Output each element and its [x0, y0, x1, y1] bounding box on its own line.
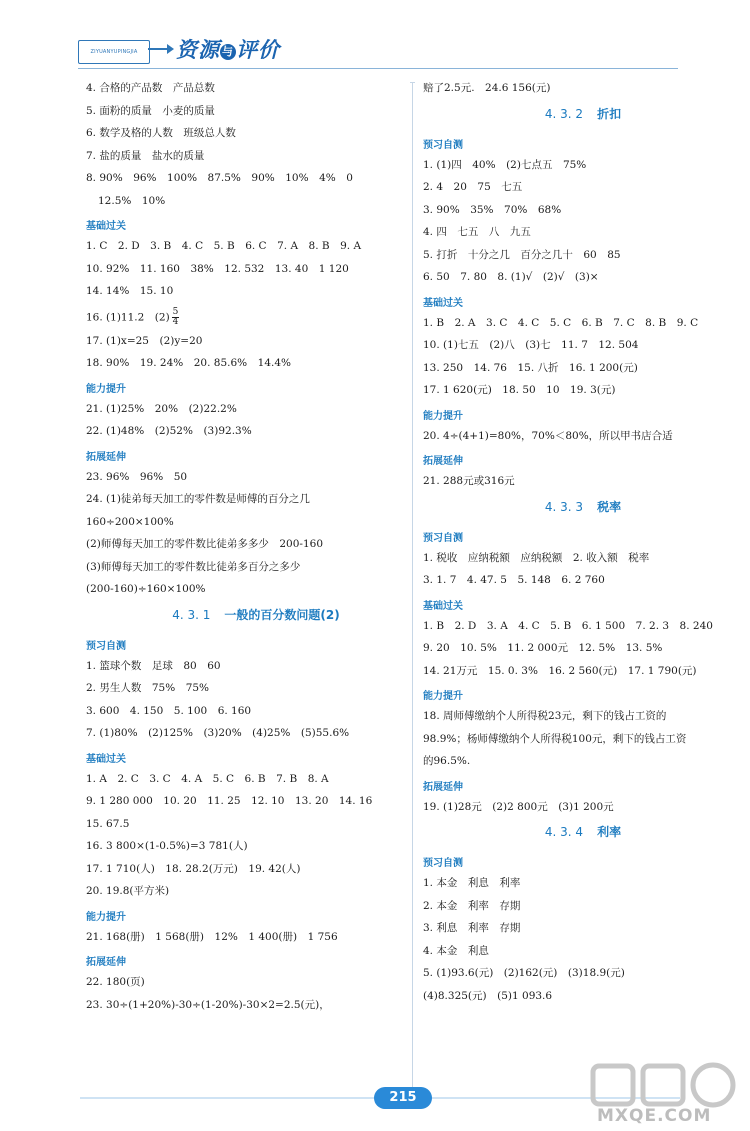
book-title-part-a: 资源	[176, 38, 220, 62]
section-tag: 预习自测	[423, 532, 463, 544]
answer-line: 18. 周师傅缴纳个人所得税23元，剩下的钱占工资的	[423, 710, 667, 722]
lesson-number: 4. 3. 2	[544, 106, 584, 121]
logo-arrow-icon	[148, 48, 172, 50]
logo-badge	[78, 40, 150, 64]
answer-line: 24. (1)徒弟每天加工的零件数是师傅的百分之几	[86, 493, 310, 505]
header-rule	[78, 68, 678, 69]
book-title-part-b: 评价	[236, 38, 280, 62]
answer-line: 1. A 2. C 3. C 4. A 5. C 6. B 7. B 8. A	[86, 772, 329, 785]
answer-line: 17. 1 710(人) 18. 28.2(万元) 19. 42(人)	[86, 862, 301, 875]
right-column	[423, 82, 723, 1012]
lesson-number: 4. 3. 4	[544, 825, 584, 839]
section-tag: 基础过关	[86, 753, 126, 765]
answer-line: 21. 168(册) 1 568(册) 12% 1 400(册) 1 756	[86, 930, 338, 943]
watermark-text: MXQE.COM	[597, 1106, 712, 1126]
answer-line: 4. 四 七五 八 九五	[423, 226, 531, 238]
answer-line: 14. 14% 15. 10	[86, 285, 174, 297]
answer-line: 16. 3 800×(1-0.5%)=3 781(人)	[86, 840, 248, 852]
answer-line: 2. 男生人数 75% 75%	[86, 682, 210, 694]
answer-line: 3. 1. 7 4. 47. 5 5. 148 6. 2 760	[423, 574, 605, 586]
answer-line: 3. 90% 35% 70% 68%	[423, 203, 562, 216]
answer-line: (200-160)÷160×100%	[86, 583, 206, 595]
lesson-title: 折扣	[597, 106, 622, 121]
answer-line: 17. 1 620(元) 18. 50 10 19. 3(元)	[423, 384, 616, 396]
answer-line: 4. 本金 利息	[423, 944, 489, 957]
lesson-title: 利率	[597, 825, 622, 839]
fraction-numerator: 5	[172, 306, 179, 317]
answer-line: 4. 合格的产品数 产品总数	[86, 82, 215, 94]
answer-line: 5. (1)93.6(元) (2)162(元) (3)18.9(元)	[423, 967, 625, 979]
answer-line: 1. B 2. A 3. C 4. C 5. C 6. B 7. C 8. B 9. C	[423, 316, 699, 329]
column-divider	[412, 82, 413, 1092]
section-tag: 基础过关	[423, 297, 463, 309]
answer-line: 3. 利息 利率 存期	[423, 922, 521, 934]
lesson-heading	[423, 105, 723, 122]
fraction-prefix: 16. (1)11.2 (2)	[86, 311, 170, 323]
section-tag: 拓展延伸	[86, 451, 126, 463]
logo-subtitle: ZIYUANYUPINGJIA	[90, 49, 138, 55]
section-tag: 拓展延伸	[86, 957, 126, 968]
section-tag: 预习自测	[86, 640, 126, 652]
lesson-heading	[86, 606, 406, 623]
lesson-number: 4. 3. 3	[544, 499, 584, 514]
answer-line: 1. 本金 利息 利率	[423, 877, 521, 889]
answer-line: (4)8.325(元) (5)1 093.6	[423, 989, 553, 1002]
answer-line: 19. (1)28元 (2)2 800元 (3)1 200元	[423, 800, 614, 813]
answer-line: 9. 20 10. 5% 11. 2 000元 12. 5% 13. 5%	[423, 642, 663, 654]
fraction	[172, 308, 180, 327]
left-column	[86, 82, 406, 1021]
answer-line: 21. (1)25% 20% (2)22.2%	[86, 402, 237, 415]
answer-line: 15. 67.5	[86, 817, 130, 830]
lesson-title: 税率	[597, 499, 622, 514]
answer-line: 10. 92% 11. 160 38% 12. 532 13. 40 1 120	[86, 262, 349, 275]
section-tag: 能力提升	[423, 691, 463, 702]
fraction-denominator: 4	[172, 316, 179, 327]
page-number-badge: 215	[374, 1087, 432, 1109]
section-tag: 能力提升	[423, 410, 463, 422]
answer-line: 3. 600 4. 150 5. 100 6. 160	[86, 704, 252, 717]
answer-line: 5. 打折 十分之几 百分之几十 60 85	[423, 248, 621, 261]
answer-line: 10. (1)七五 (2)八 (3)七 11. 7 12. 504	[423, 339, 639, 351]
lesson-number: 4. 3. 1	[172, 607, 211, 622]
answer-line: 23. 96% 96% 50	[86, 470, 188, 483]
section-tag: 基础过关	[423, 600, 463, 612]
answer-line: 9. 1 280 000 10. 20 11. 25 12. 10 13. 20 14. 16	[86, 795, 373, 807]
answer-line: 2. 本金 利率 存期	[423, 899, 521, 912]
section-tag: 拓展延伸	[423, 456, 463, 467]
book-title	[176, 34, 280, 64]
answer-line: 23. 30÷(1+20%)-30÷(1-20%)-30×2=2.5(元)，	[86, 998, 330, 1011]
section-tag: 预习自测	[423, 858, 463, 869]
lesson-heading	[423, 823, 723, 840]
answer-line: 赔了2.5元. 24.6 156(元)	[423, 82, 551, 94]
answer-line: 98.9%；杨师傅缴纳个人所得税100元，剩下的钱占工资	[423, 732, 687, 745]
answer-line: 20. 19.8(平方米)	[86, 885, 170, 897]
answer-line: 1. C 2. D 3. B 4. C 5. B 6. C 7. A 8. B 9. A	[86, 240, 362, 252]
answer-line: (3)师傅每天加工的零件数比徒弟多百分之多少	[86, 560, 301, 573]
answer-line: 13. 250 14. 76 15. 八折 16. 1 200(元)	[423, 361, 638, 374]
answer-line: 17. (1)x=25 (2)y=20	[86, 334, 203, 347]
answer-line: 6. 50 7. 80 8. (1)√ (2)√ (3)×	[423, 271, 599, 283]
answer-line: 7. 盐的质量 盐水的质量	[86, 149, 205, 162]
section-tag: 能力提升	[86, 383, 126, 395]
answer-line: 160÷200×100%	[86, 515, 174, 528]
answer-line: 1. 篮球个数 足球 80 60	[86, 659, 221, 672]
lesson-heading	[423, 498, 723, 515]
section-tag: 能力提升	[86, 911, 126, 923]
answer-line: 1. (1)四 40% (2)七点五 75%	[423, 158, 587, 171]
section-tag: 预习自测	[423, 139, 463, 151]
answer-line: 18. 90% 19. 24% 20. 85.6% 14.4%	[86, 357, 291, 369]
answer-line: 22. 180(页)	[86, 976, 145, 988]
answer-line: 22. (1)48% (2)52% (3)92.3%	[86, 425, 252, 437]
book-title-amp: 与	[222, 45, 234, 58]
answer-line: 8. 90% 96% 100% 87.5% 90% 10% 4% 0	[86, 172, 353, 184]
watermark	[585, 1060, 750, 1130]
answer-line-fraction	[86, 308, 406, 327]
answer-line: 21. 288元或316元	[423, 475, 515, 487]
answer-line: 20. 4÷(4+1)=80%，70%＜80%，所以甲书店合适	[423, 429, 673, 442]
answer-line: 14. 21万元 15. 0. 3% 16. 2 560(元) 17. 1 790(元)	[423, 664, 697, 677]
section-tag: 拓展延伸	[423, 781, 463, 793]
answer-line: 7. (1)80% (2)125% (3)20% (4)25% (5)55.6%	[86, 727, 350, 739]
section-tag: 基础过关	[86, 221, 126, 232]
page-header	[78, 28, 678, 72]
watermark-logo-icon	[585, 1060, 750, 1110]
answer-line: 6. 数学及格的人数 班级总人数	[86, 127, 236, 139]
answer-line: 5. 面粉的质量 小麦的质量	[86, 104, 215, 117]
answer-line: 1. B 2. D 3. A 4. C 5. B 6. 1 500 7. 2. 3 8. 240	[423, 619, 713, 632]
answer-line: 2. 4 20 75 七五	[423, 181, 523, 193]
answer-line: (2)师傅每天加工的零件数比徒弟多多少 200-160	[86, 538, 324, 550]
answer-line: 1. 税收 应纳税额 应纳税额 2. 收入额 税率	[423, 551, 650, 564]
answer-line: 12.5% 10%	[98, 194, 166, 207]
lesson-title: 一般的百分数问题(2)	[224, 607, 340, 622]
answer-line: 的96.5%.	[423, 755, 471, 767]
